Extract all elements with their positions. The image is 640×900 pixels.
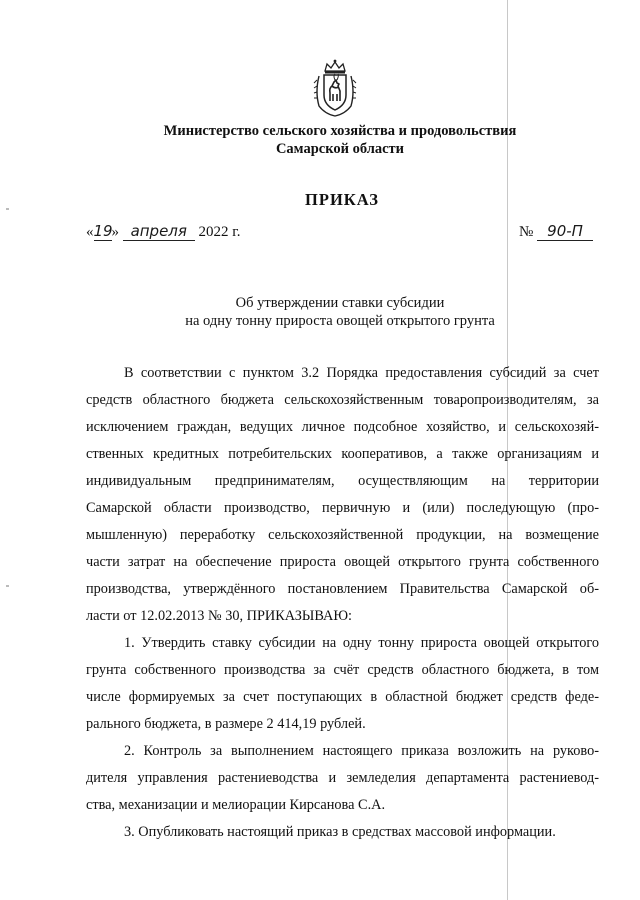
subject-line: на одну тонну прироста овощей открытого грунта — [185, 313, 495, 329]
text-line: ласти от 12.02.2013 № 30, ПРИКАЗЫВАЮ: — [86, 608, 353, 624]
text-line: грунта собственного производства за счёт средств областного бюджета, в том — [86, 662, 599, 678]
text-line: числе формируемых за счет поступающих в областной бюджет средств феде- — [86, 689, 599, 705]
handwritten-day: 19 — [93, 222, 113, 240]
text-line: В соответствии с пунктом 3.2 Порядка предоставления субсидий за счет — [124, 365, 599, 381]
order-item-3 — [86, 819, 599, 846]
quote-close: » — [111, 224, 119, 240]
text-line: исключением граждан, ведущих личное подсобное хозяйство, и сельскохозяй- — [86, 419, 599, 435]
text-line: 2. Контроль за выполнением настоящего приказа возложить на руково- — [124, 743, 599, 759]
ministry-name-line: Министерство сельского хозяйства и продовольствия — [163, 123, 517, 139]
order-date — [86, 222, 240, 241]
text-line: производства, утверждённого постановлением Правительства Самарской об- — [86, 581, 599, 597]
ministry-region-line: Самарской области — [275, 141, 405, 157]
order-body — [86, 360, 599, 846]
text-line: дителя управления растениеводства и земледелия департамента растениевод- — [86, 770, 599, 786]
text-line: мышленную) переработку сельскохозяйственной продукции, на возмещение — [86, 527, 599, 543]
text-line: 3. Опубликовать настоящий приказ в средствах массовой информации. — [124, 824, 556, 840]
handwritten-order-number: 90-П — [537, 222, 593, 241]
subject-line: Об утверждении ставки субсидии — [235, 295, 445, 311]
text-line: рального бюджета, в размере 2 414,19 рублей. — [86, 716, 366, 732]
order-year: 2022 г. — [198, 224, 241, 240]
handwritten-month: апреля — [123, 222, 195, 241]
order-item-2 — [86, 738, 599, 819]
order-subject — [130, 294, 550, 330]
ministry-heading — [100, 122, 580, 158]
order-number — [519, 222, 593, 241]
preamble-paragraph — [86, 360, 599, 630]
number-sign: № — [519, 224, 534, 240]
text-line: 1. Утвердить ставку субсидии на одну тонну прироста овощей открытого — [124, 635, 599, 651]
text-line: ственных кредитных потребительских кооперативов, а также организациям и — [86, 446, 599, 462]
coat-of-arms-emblem — [311, 58, 359, 118]
text-line: средств областного бюджета сельскохозяйственным товаропроизводителям, за — [86, 392, 599, 408]
order-title: ПРИКАЗ — [305, 190, 379, 209]
text-line: Самарской области производство, первичную и (или) последующую (про- — [86, 500, 599, 516]
quote-open: « — [86, 224, 94, 240]
order-item-1 — [86, 630, 599, 738]
text-line: части затрат на обеспечение прироста овощей открытого грунта собственного — [86, 554, 599, 570]
scan-edge-mark — [6, 585, 9, 587]
text-line: индивидуальным предпринимателям, осуществляющим на территории — [86, 473, 599, 489]
text-line: ства, механизации и мелиорации Кирсанова С.А. — [86, 797, 386, 813]
